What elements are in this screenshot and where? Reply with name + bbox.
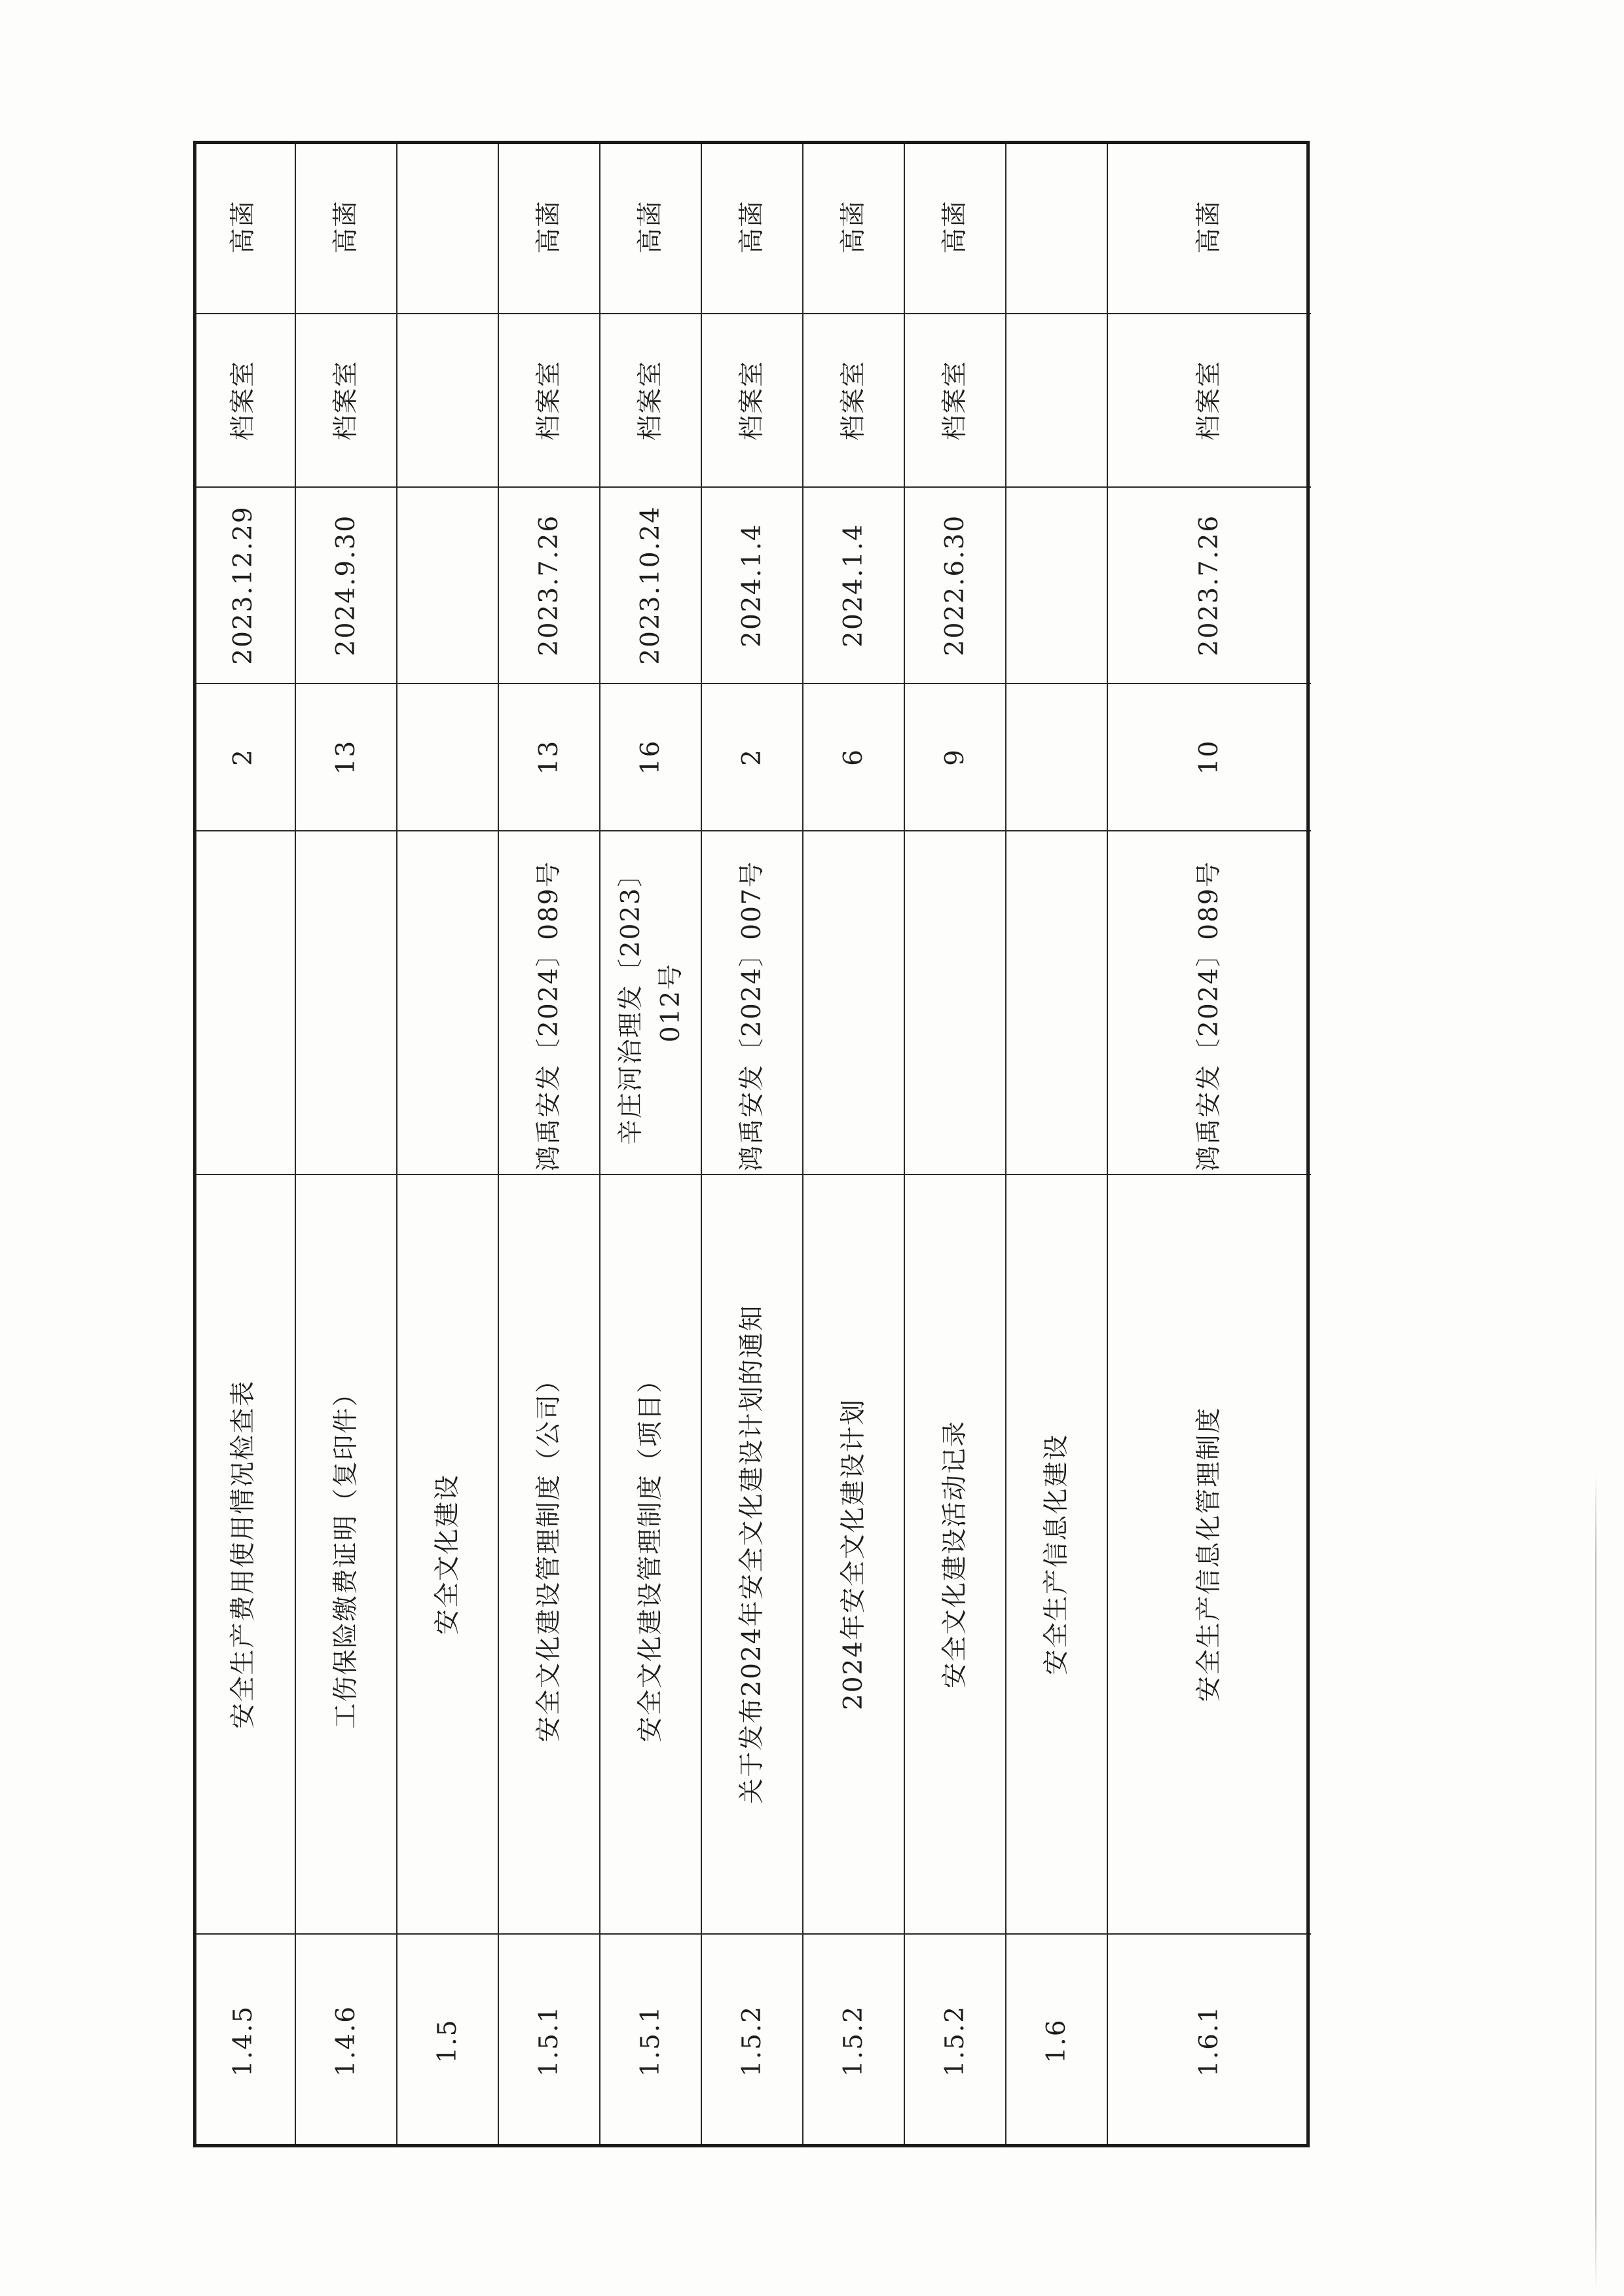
custodian: 高菡 [702,141,803,314]
custodian: 高菡 [296,141,397,314]
document-number [193,831,295,1175]
custodian: 高菡 [600,141,702,314]
document-title: 关于发布2024年安全文化建设计划的通知 [702,1175,803,1935]
row-number: 1.4.5 [229,2005,259,2077]
document-number [1006,831,1108,1175]
row-number: 1.5 [433,2018,463,2064]
document-number [600,831,702,1175]
page-count: 10 [1108,684,1311,831]
document-title: 工伤保险缴费证明（复印件） [296,1175,397,1935]
row-number: 1.5.2 [737,2005,767,2077]
page-count [1006,684,1108,831]
storage-location: 档案室 [193,314,295,488]
row-number: 1.5.2 [940,2005,970,2077]
table-row [295,141,397,2147]
page-count [397,684,499,831]
row-number: 1.5.1 [636,2005,666,2077]
document-date [397,488,499,684]
document-title: 2024年安全文化建设计划 [803,1175,905,1935]
document-number [397,831,499,1175]
document-title: 安全生产费用使用情况检查表 [193,1175,295,1935]
document-number: 鸿禹安发〔2024〕089号 [1108,831,1311,1175]
page-count: 2 [702,684,803,831]
custodian: 高菡 [803,141,905,314]
document-number-line: 辛庄河治理发〔2023〕 [616,860,646,1146]
document-number [803,831,905,1175]
document-number-line: 012号 [655,962,686,1043]
document-date: 2023.7.26 [499,488,600,684]
row-number: 1.6.1 [1194,2005,1224,2077]
document-title: 安全文化建设活动记录 [905,1175,1006,1935]
document-number: 鸿禹安发〔2024〕007号 [702,831,803,1175]
table-row [599,141,702,2147]
storage-location: 档案室 [803,314,905,488]
document-number [296,831,397,1175]
page-count: 13 [296,684,397,831]
table-row [498,141,600,2147]
storage-location: 档案室 [1108,314,1311,488]
storage-location: 档案室 [600,314,702,488]
storage-location [397,314,499,488]
table-row [701,141,803,2147]
row-number: 1.5.2 [839,2005,869,2077]
document-title: 安全生产信息化建设 [1006,1175,1108,1935]
archive-record-table [193,141,1310,2147]
document-date: 2023.10.24 [600,488,702,684]
document-date: 2024.9.30 [296,488,397,684]
document-title: 安全文化建设 [397,1175,499,1935]
table-row [904,141,1006,2147]
custodian: 高菡 [905,141,1006,314]
page-count: 6 [803,684,905,831]
row-number: 1.5.1 [534,2005,564,2077]
document-title: 安全文化建设管理制度（公司） [499,1175,600,1935]
custodian [397,141,499,314]
storage-location: 档案室 [296,314,397,488]
page-count: 9 [905,684,1006,831]
document-number [905,831,1006,1175]
table-row [1107,141,1311,2147]
document-title: 安全生产信息化管理制度 [1108,1175,1311,1935]
document-date: 2024.1.4 [803,488,905,684]
storage-location [1006,314,1108,488]
document-date: 2022.6.30 [905,488,1006,684]
page-count: 13 [499,684,600,831]
row-number: 1.6 [1042,2018,1072,2064]
storage-location: 档案室 [702,314,803,488]
custodian: 高菡 [193,141,295,314]
table-row [1005,141,1108,2147]
scan-edge-shadow [1595,1473,1596,2291]
custodian [1006,141,1108,314]
custodian: 高菡 [499,141,600,314]
table-row [193,141,295,2147]
storage-location: 档案室 [499,314,600,488]
page-count: 16 [600,684,702,831]
document-number: 鸿禹安发〔2024〕089号 [499,831,600,1175]
storage-location: 档案室 [905,314,1006,488]
document-title: 安全文化建设管理制度（项目） [600,1175,702,1935]
document-date: 2024.1.4 [702,488,803,684]
page-count: 2 [193,684,295,831]
document-date: 2023.7.26 [1108,488,1311,684]
table-row [802,141,905,2147]
row-number: 1.4.6 [331,2005,361,2077]
custodian: 高菡 [1108,141,1311,314]
document-date [1006,488,1108,684]
table-row [396,141,499,2147]
document-date: 2023.12.29 [193,488,295,684]
